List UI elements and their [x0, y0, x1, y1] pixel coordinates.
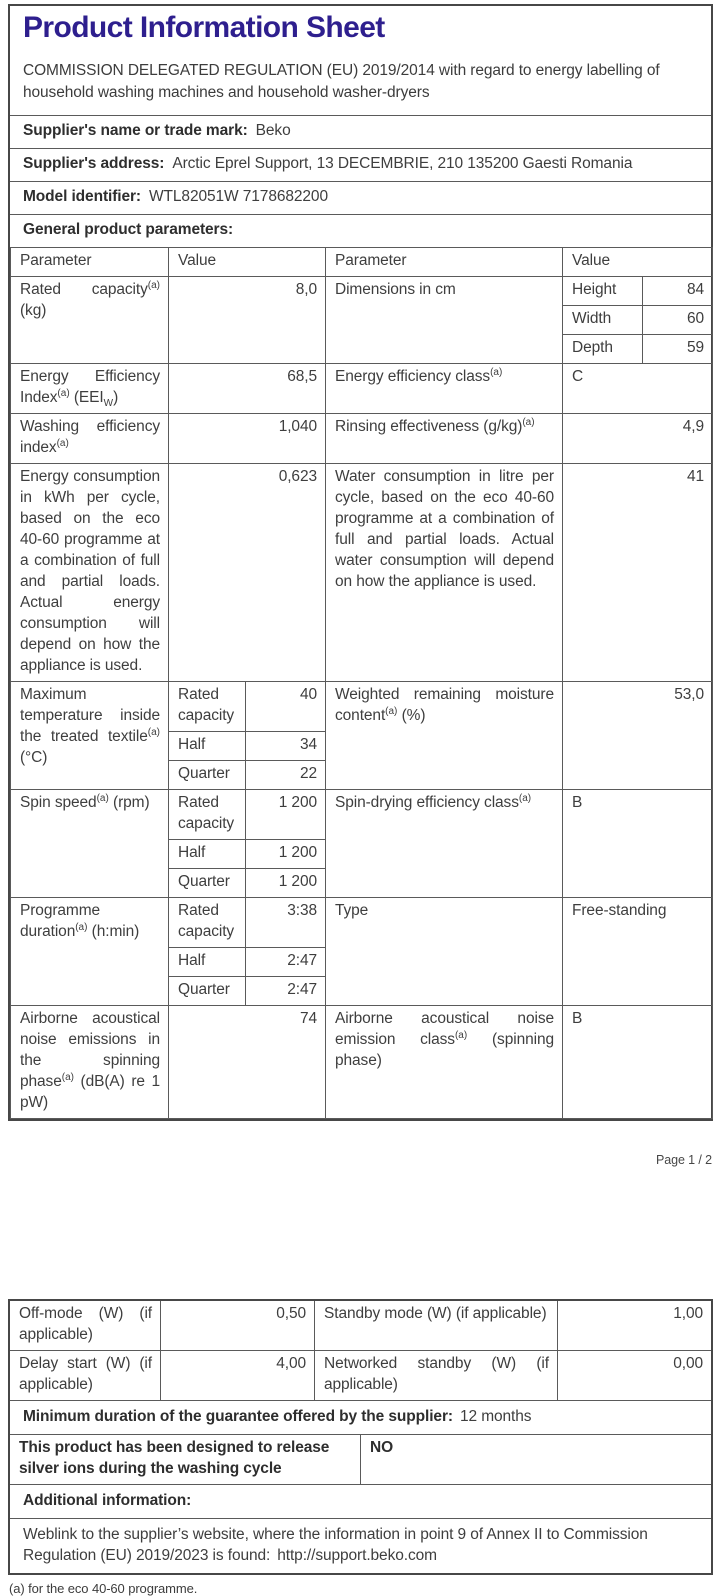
load-value: 22: [246, 761, 326, 790]
page-indicator: Page 1 / 2: [656, 1153, 712, 1167]
col-header-parameter-left: Parameter: [11, 248, 169, 277]
param-label: Standby mode (W) (if applicable): [314, 1301, 557, 1350]
param-label: Washing efficiency index$^{(a)}$: [11, 414, 169, 464]
load-label: Rated capacity: [169, 682, 246, 732]
dimension-value: 84: [643, 277, 713, 306]
supplier-name-value: Beko: [255, 122, 291, 139]
footnote-marker: (a): [61, 1071, 74, 1083]
load-value: 34: [246, 732, 326, 761]
load-value: 2:47: [246, 977, 326, 1006]
washing-efficiency-row: [11, 414, 713, 464]
param-label: Type: [326, 898, 563, 1006]
model-identifier-label: Model identifier:: [23, 188, 141, 205]
footnote-marker: (a): [57, 387, 70, 399]
page1-frame: [8, 4, 713, 1121]
param-label: Energy consumption in kWh per cycle, based on the eco 40-60 programme at a combination of full and partial loads. Actual energy consumption will depend on how the appliance is used.: [11, 464, 169, 682]
param-label: Weighted remaining moisture content$^{(a)}$ (%): [326, 682, 563, 790]
param-label: Airborne acoustical noise emission class$^{(a)}$ (spinning phase): [326, 1006, 563, 1119]
regulation-text: COMMISSION DELEGATED REGULATION (EU) 2019/2014 with regard to energy labelling of household washing machines and household washer-dryers: [23, 62, 660, 101]
supplier-name-row: [10, 115, 711, 148]
param-value: 8,0: [169, 277, 326, 364]
footnote-marker: (a): [147, 726, 160, 738]
page-title: Product Information Sheet: [23, 11, 385, 44]
param-value: 68,5: [169, 364, 326, 414]
footnote-marker: (a): [518, 792, 532, 804]
guarantee-value: 12 months: [459, 1408, 532, 1425]
guarantee-label: Minimum duration of the guarantee offered by the supplier:: [23, 1408, 453, 1425]
dimension-value: 59: [643, 335, 713, 364]
model-identifier-row: [10, 181, 711, 214]
param-value: B: [563, 1006, 713, 1119]
param-value: B: [563, 790, 713, 898]
param-label: Programme duration$^{(a)}$ (h:min): [11, 898, 169, 1006]
additional-information-header: Additional information:: [10, 1484, 711, 1518]
footnote-marker: (a): [56, 437, 69, 449]
dimension-label: Depth: [563, 335, 643, 364]
param-value: 53,0: [563, 682, 713, 790]
param-label: Rinsing effectiveness $(g/kg)^{(a)}$: [326, 414, 563, 464]
model-identifier-value: WTL82051W 7178682200: [149, 188, 328, 205]
load-value: 40: [246, 682, 326, 732]
silver-ions-row: [10, 1434, 711, 1484]
col-header-value-right: Value: [563, 248, 713, 277]
param-label: Airborne acoustical noise emissions in the spinning phase$^{(a)}$ (dB(A) re 1 pW): [11, 1006, 169, 1119]
load-label: Rated capacity: [169, 898, 246, 948]
param-label: Rated capacity$^{(a)}$ (kg): [11, 277, 169, 364]
load-value: 3:38: [246, 898, 326, 948]
param-value: Free-standing: [563, 898, 713, 1006]
supplier-address-row: [10, 148, 711, 181]
param-value: 4,00: [160, 1351, 314, 1400]
param-label: Dimensions in cm: [326, 277, 563, 364]
load-label: Quarter: [169, 761, 246, 790]
param-label: Water consumption in litre per cycle, based on the eco 40-60 programme at a combination of full and partial loads. Actual water consumption will depend on how the appliance is used.: [326, 464, 563, 682]
footnote-marker: (a): [96, 792, 109, 804]
energy-efficiency-index-row: [11, 364, 713, 414]
param-value: 0,623: [169, 464, 326, 682]
rated-capacity-row: [11, 277, 713, 306]
footnote: (a) for the eco 40-60 programme.: [9, 1581, 198, 1596]
silver-ions-value: NO: [360, 1435, 711, 1484]
param-label: Spin-drying efficiency class$^{(a)}$: [326, 790, 563, 898]
param-label: Maximum temperature inside the treated textile$^{(a)}$ (°C): [11, 682, 169, 790]
param-value: 0,50: [160, 1301, 314, 1350]
load-label: Quarter: [169, 869, 246, 898]
load-label: Rated capacity: [169, 790, 246, 840]
footnote-marker: (a): [522, 416, 535, 428]
load-label: Half: [169, 948, 246, 977]
delay-start-row: [10, 1350, 711, 1400]
load-value: 1 200: [246, 790, 326, 840]
dimension-label: Height: [563, 277, 643, 306]
off-mode-row: [10, 1301, 711, 1350]
footnote-marker: (a): [385, 705, 398, 717]
param-value: 41: [563, 464, 713, 682]
footnote-marker: (a): [454, 1029, 468, 1041]
dimension-value: 60: [643, 306, 713, 335]
general-parameters-table: [10, 247, 713, 1119]
weblink-row: [10, 1518, 711, 1573]
footnote-marker: (a): [147, 279, 160, 291]
param-value: 0,00: [557, 1351, 711, 1400]
col-header-value-left: Value: [169, 248, 326, 277]
param-label: Networked standby (W) (if applicable): [314, 1351, 557, 1400]
max-temperature-row: [11, 682, 713, 732]
noise-row: [11, 1006, 713, 1119]
general-parameters-header: General product parameters:: [10, 214, 711, 247]
param-value: 1,00: [557, 1301, 711, 1350]
supplier-name-label: Supplier's name or trade mark:: [23, 122, 248, 139]
table-header-row: [11, 248, 713, 277]
weblink-url: http://support.beko.com: [277, 1547, 437, 1564]
load-label: Half: [169, 840, 246, 869]
silver-ions-label: This product has been designed to release silver ions during the washing cycle: [19, 1439, 330, 1477]
title-section: [10, 6, 711, 115]
param-label: Off-mode (W) (if applicable): [19, 1305, 152, 1343]
load-value: 2:47: [246, 948, 326, 977]
dimension-label: Width: [563, 306, 643, 335]
load-value: 1 200: [246, 840, 326, 869]
param-value: 1,040: [169, 414, 326, 464]
param-value: 74: [169, 1006, 326, 1119]
supplier-address-value: Arctic Eprel Support, 13 DECEMBRIE, 210 135200 Gaesti Romania: [172, 155, 633, 172]
param-value: C: [563, 364, 713, 414]
footnote-marker: (a): [490, 366, 503, 378]
weblink-label: Weblink to the supplier’s website, where the information in point 9 of Annex II to Commission Regulation (EU) 2019/2023 is found:: [23, 1526, 648, 1564]
supplier-address-label: Supplier's address:: [23, 155, 165, 172]
guarantee-row: [10, 1400, 711, 1434]
load-value: 1 200: [246, 869, 326, 898]
spin-speed-row: [11, 790, 713, 840]
param-label: Delay start (W) (if applicable): [19, 1355, 152, 1393]
load-label: Half: [169, 732, 246, 761]
param-label: Energy Efficiency Index$^{(a)}$ $(EEI_W)$: [11, 364, 169, 414]
param-label: Energy efficiency class$^{(a)}$: [326, 364, 563, 414]
load-label: Quarter: [169, 977, 246, 1006]
page2-table: [8, 1299, 713, 1575]
programme-duration-row: [11, 898, 713, 948]
param-label: Spin speed$^{(a)}$ (rpm): [11, 790, 169, 898]
col-header-parameter-right: Parameter: [326, 248, 563, 277]
param-value: 4,9: [563, 414, 713, 464]
energy-consumption-row: [11, 464, 713, 682]
footnote-marker: (a): [75, 921, 88, 933]
